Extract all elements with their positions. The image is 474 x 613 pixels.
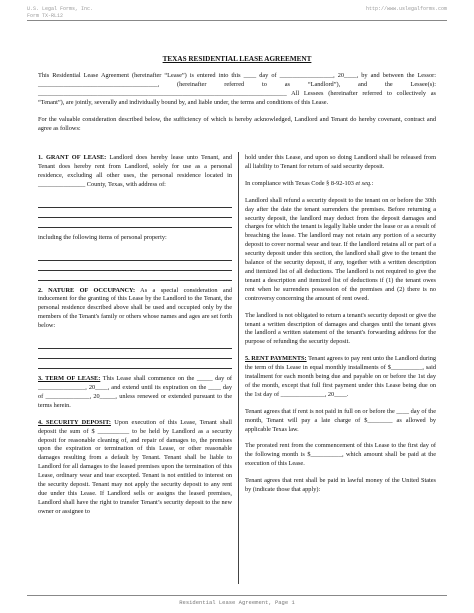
property-line-3[interactable] [38, 271, 232, 281]
intro-section [38, 72, 436, 141]
section-heading: 3. TERM OF LEASE: [38, 375, 101, 383]
section-heading: 5. RENT PAYMENTS: [245, 355, 307, 363]
intro-paragraph: This Residential Lease Agreement (hereinafter “Lease”) is entered into this ____ day of _________________, 20____, by and between the Lessor: ______________________________________, (hereinafter referred to as “Landlord”), and the Lessee(s): _______________________________________________________________________________ All Lessees (hereinafter referred to collectively as “Tenant”), are jointly, severally and individually bound by, and liable under, the terms and conditions of this Lease. [38, 72, 436, 106]
section-grant-of-lease [38, 154, 232, 190]
document-title: TEXAS RESIDENTIAL LEASE AGREEMENT [162, 55, 312, 63]
section-term-of-lease [38, 375, 232, 411]
forwarding-address-paragraph: The landlord is not obligated to return a tenant's security deposit or give the tenant a written description of damages and charges until the tenant gives the landlord a written statement of the tenant's forwarding address for the purpose of refunding the security deposit. [245, 311, 436, 346]
deposit-continuation: hold under this Lease, and upon so doing Landlord shall be released from all liability to Tenant for return of said security deposit. [245, 154, 436, 170]
occupant-line-1[interactable] [38, 339, 232, 349]
section-heading: 2. NATURE OF OCCUPANCY: [38, 286, 136, 294]
section-text: This Lease shall commence on the _____ day of _______________, 20____, and extend until its expiration on the ____ day of ______________, 20_____, unless renewed or extended pursuant to the terms herein. [38, 375, 232, 409]
page-footer: Residential Lease Agreement, Page 1 [179, 599, 295, 606]
publisher-info [27, 6, 93, 20]
code-italic: et seq. [355, 179, 372, 187]
publisher-name: U.S. Legal Forms, Inc. [27, 6, 94, 12]
occupant-lines [38, 339, 232, 369]
address-line-2[interactable] [38, 208, 232, 218]
property-line-2[interactable] [38, 261, 232, 271]
publisher-url: http://www.uslegalforms.com [365, 6, 447, 12]
address-lines [38, 198, 232, 228]
code-text: In compliance with Texas Code § 8-92-103 [245, 179, 356, 187]
property-line-1[interactable] [38, 251, 232, 261]
section-heading: 4. SECURITY DEPOSIT: [38, 418, 111, 426]
section-rent-payments [245, 355, 436, 400]
consideration-paragraph: For the valuable consideration described below, the sufficiency of which is hereby acknowledged, Landlord and Tenant do hereby covenant, contract and agree as follows: [38, 115, 436, 132]
occupant-line-2[interactable] [38, 349, 232, 359]
texas-code-reference [245, 180, 436, 189]
address-line-3[interactable] [38, 218, 232, 228]
occupant-line-3[interactable] [38, 359, 232, 369]
property-lines [38, 251, 232, 281]
address-line-1[interactable] [38, 198, 232, 208]
footer-rule [27, 595, 447, 596]
left-column [38, 154, 232, 525]
code-colon: : [371, 179, 374, 187]
section-text: Landlord does hereby lease unto Tenant, and Tenant does hereby rent from Landlord, solely for use as a personal residence, excluding all other uses, the personal residence located in _______________ County, Texas, with address of: [38, 154, 232, 188]
section-heading: 1. GRANT OF LEASE: [38, 154, 107, 161]
refund-paragraph: Landlord shall refund a security deposit to the tenant on or before the 30th day after the date the tenant surrenders the premises. Before returning a security deposit, the landlord may deduct from the deposit damages and charges for which the tenant is legally liable under the lease or as a result of breaching the lease. The landlord may not retain any portion of a security deposit to cover normal wear and tear. If the landlord retains all or part of a security deposit under this section, the landlord shall give to the tenant the balance of the security deposit, if any, together with a written description and itemized list of all deductions. The landlord is not required to give the tenant a description and itemized list of deductions if (1) the tenant owes rent when he surrenders possession of the premises and (2) there is no controversy concerning the amount of rent owed. [245, 196, 436, 302]
late-charge-paragraph: Tenant agrees that if rent is not paid in full on or before the ____ day of the month, Tenant will pay a late charge of $________ as allowed by applicable Texas law. [245, 407, 436, 433]
header-rule [27, 20, 447, 21]
section-text: Upon execution of this Lease, Tenant shall deposit the sum of $ __________ to be held by Landlord as a security deposit for reasonable cleaning of, and repair of damages to, the premises upon the expiration or termination of this Lease, or other reasonable damages resulting from a default by Tenant. Tenant shall be liable to Landlord for all damages to the leased premises upon the termination of this Lease, ordinary wear and tear excepted. Tenant is not entitled to interest on the security deposit. Tenant may not apply the security deposit to any rent due under this Lease. If Landlord sells or assigns the leased premises, Landlord shall have the right to transfer Tenant’s security deposit to the new owner or assignee to [38, 418, 233, 515]
section-nature-of-occupancy [38, 287, 232, 332]
personal-property-label: including the following items of personal property: [38, 233, 167, 241]
section-text: Tenant agrees to pay rent unto the Landlord during the term of this Lease in equal monthly installments of $__________, said installment for each month being due and payable on or before the 1st day of the month, except that full first payment under this Lease being due on the 1st day of ______________, 20____. [245, 355, 437, 398]
payment-method-paragraph: Tenant agrees that rent shall be paid in lawful money of the United States by (indicate those that apply): [245, 477, 436, 494]
column-divider [238, 152, 239, 584]
right-column [245, 154, 436, 503]
section-security-deposit [38, 419, 232, 517]
section-text: As a special consideration and inducement for the granting of this Lease by the Landlord to the Tenant, the personal residence described above shall be used and occupied only by the members of the Tenant's family or others whose names and ages are set forth below: [38, 286, 232, 330]
form-number: Form TX-RL12 [27, 13, 64, 19]
prorated-rent-paragraph: The prorated rent from the commencement of this Lease to the first day of the following month is $__________, which amount shall be paid at the execution of this Lease. [245, 442, 436, 468]
